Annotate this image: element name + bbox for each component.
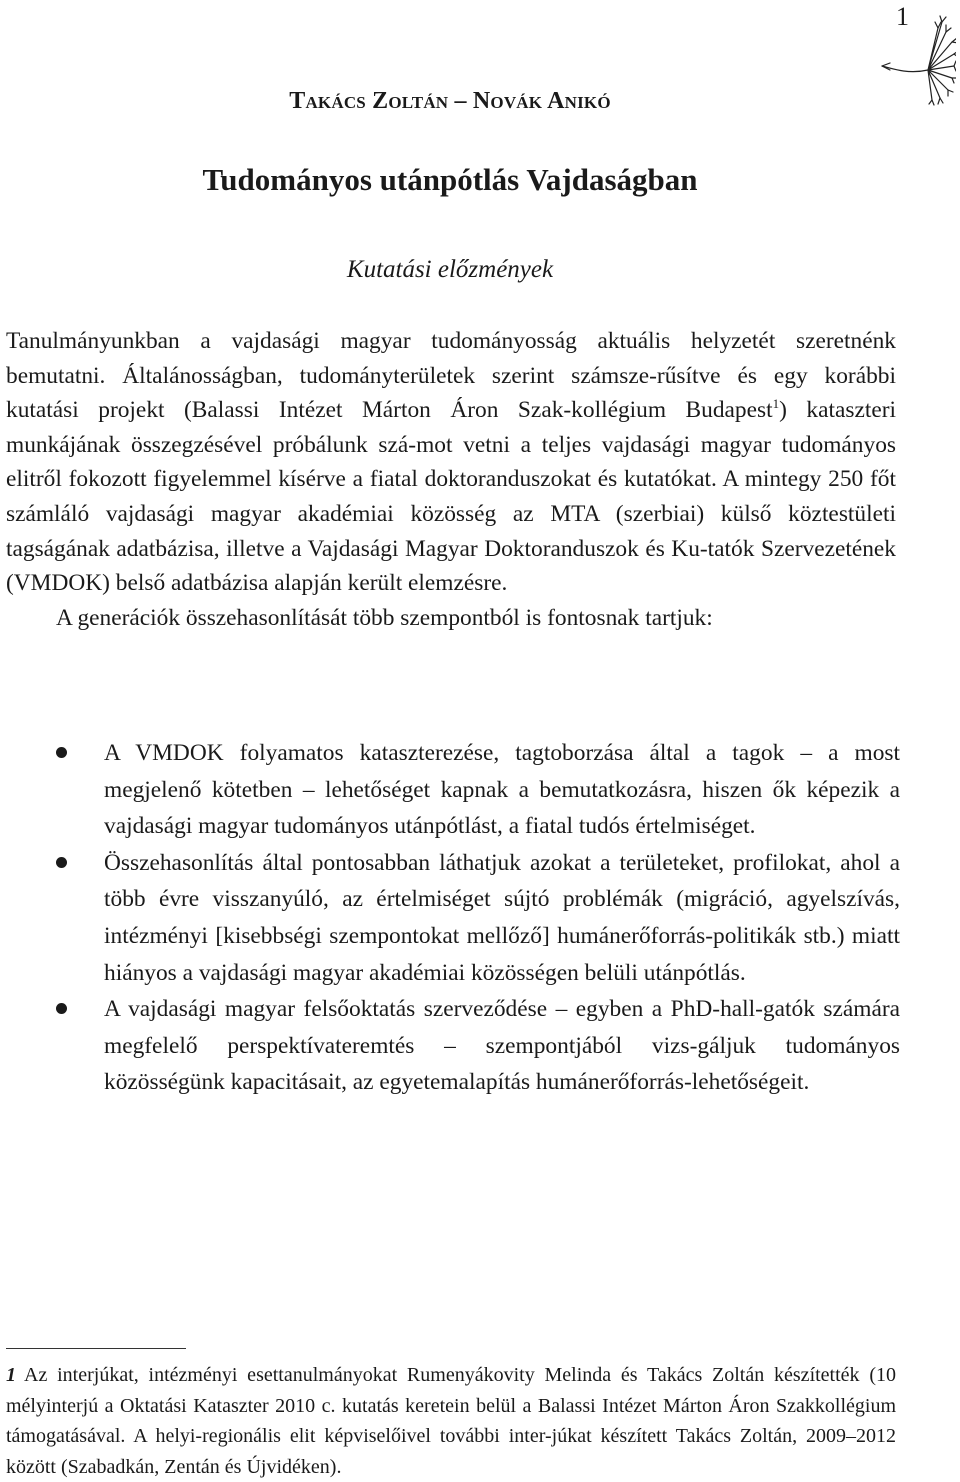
bullet-list [0,735,900,1101]
paragraph-1-end: ) kataszteri munkájának összegzésével próbálunk szá-mot vetni a teljes vajdasági magyar tudományos elitről fokozott figyelemmel kísérve a fiatal doktoranduszokat és kutatókat. A mintegy 250 főt számláló vajdasági magyar akadémiai közösség az MTA (szerbiai) külső köztestületi tagságának adatbázisa, illetve a Vajdasági Magyar Doktoranduszok és Ku-tatók Szervezetének (VMDOK) belső adatbázisa alapján került elemzésre. [6,397,896,597]
footnote [6,1360,896,1482]
paragraph-1-start: Tanulmányunkban a vajdasági magyar tudományosság aktuális helyzetét szeretnénk bemutatni. Általánosságban, tudományterületek szerint számsze-rűsítve és egy korábbi kutatási projekt (Balassi Intézet Márton Áron Szak-kollégium Budapest [6,328,896,424]
bullet-text: A VMDOK folyamatos kataszterezése, tagtoborzása által a tagok – a most megjelenő kötetben – lehetőséget kapnak a bemutatkozásra, hiszen ők képezik a vajdasági magyar tudományos utánpótlást, a fiatal tudós értelmiséget. [104,740,900,840]
footnote-mark: 1 [6,1364,16,1386]
paragraph-1 [6,324,896,601]
bullet-icon [56,857,67,868]
footnote-reference: 1 [772,396,780,412]
bullet-item [0,845,900,991]
body-text [6,324,896,635]
bullet-icon [56,1003,67,1014]
bullet-icon [56,747,67,758]
bullet-text: Összehasonlítás által pontosabban láthatjuk azokat a területeket, profilokat, ahol a több évre visszanyúló, az értelmiséget sújtó problémák (migráció, agyelszívás, intézményi [kisebbségi szempontokat mellőző] humánerőforrás-politikák stb.) miatt hiányos a vajdasági magyar akadémiai közösségen belüli utánpótlás. [104,849,900,986]
paragraph-2: A generációk összehasonlítását több szempontból is fontosnak tartjuk: [56,604,713,631]
section-title: Kutatási előzmények [346,256,554,283]
article-authors: Takács Zoltán – Novák Anikó [289,88,611,114]
footnote-rule [6,1348,186,1349]
bullet-text: A vajdasági magyar felsőoktatás szerveződése – egyben a PhD-hall-gatók számára megfelelő perspektívateremtés – szempontjából vizs-gáljuk tudományos közösségünk kapacitásait, az egyetemalapítás humánerőforrás-lehetőségeit. [104,996,900,1096]
article-title: Tudományos utánpótlás Vajdaságban [202,162,698,197]
footnote-text: Az interjúkat, intézményi esettanulmányokat Rumenyákovity Melinda és Takács Zoltán készítették (10 mélyinterjú a Oktatási Kataszter 2010 c. kutatás keretein belül a Balassi Intézet Márton Áron Szakkollégium támogatásával. A helyi-regionális elit képviselőivel további inter-júkat készített Takács Zoltán, 2009–2012 között (Szabadkán, Zentán és Újvidéken). [6,1364,896,1478]
bullet-item [0,735,900,845]
page-number: 1 [896,2,909,31]
bullet-item [0,991,900,1101]
